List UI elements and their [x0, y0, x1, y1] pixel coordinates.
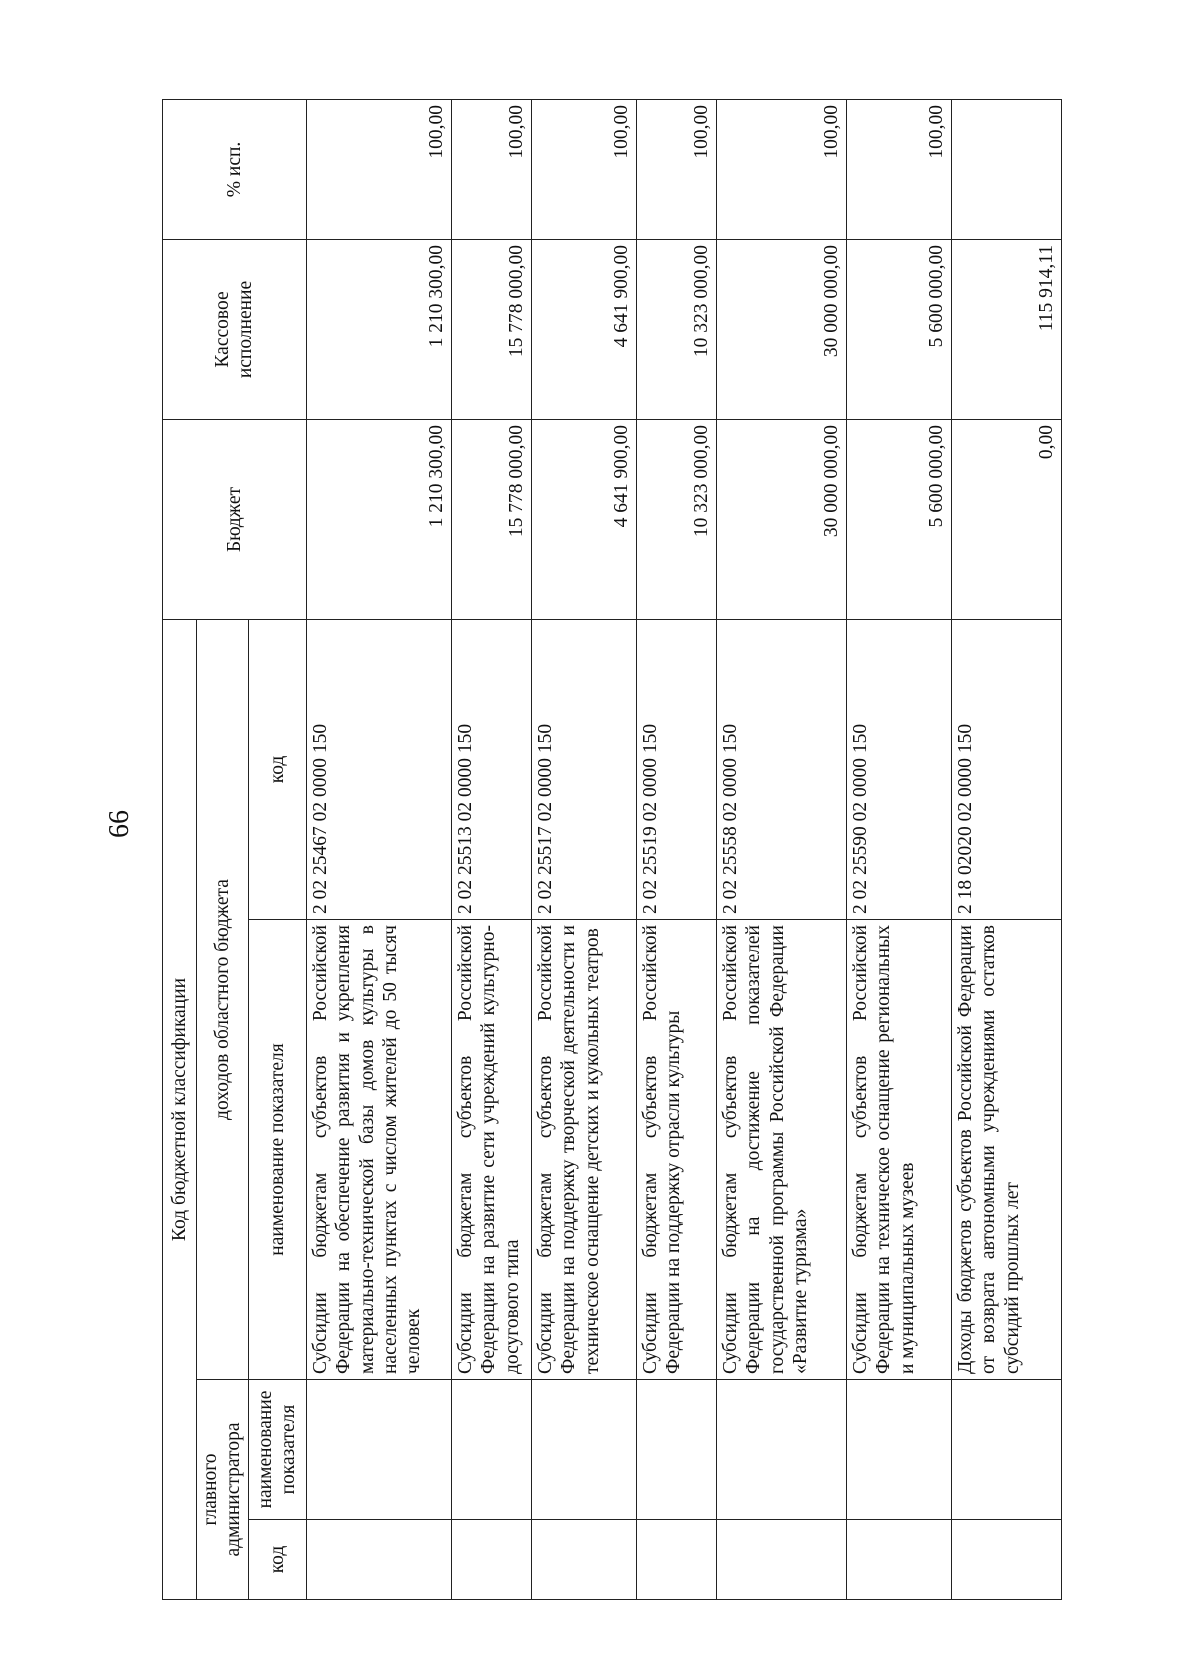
income-code-cell: 2 02 25558 02 0000 150: [716, 619, 846, 919]
budget-cell: 5 600 000,00: [846, 419, 951, 619]
income-code-cell: 2 18 02020 02 0000 150: [951, 619, 1061, 919]
budget-table: [162, 99, 1062, 1600]
admin-name-cell: [451, 1380, 531, 1520]
income-code-cell: 2 02 25590 02 0000 150: [846, 619, 951, 919]
cash-cell: 10 323 000,00: [636, 239, 716, 419]
table-row: [306, 99, 451, 1599]
table-row: [846, 99, 951, 1599]
table-row: [951, 99, 1061, 1599]
income-code-cell: 2 02 25513 02 0000 150: [451, 619, 531, 919]
budget-cell: 15 778 000,00: [451, 419, 531, 619]
table-row: [451, 99, 531, 1599]
budget-cell: 1 210 300,00: [306, 419, 451, 619]
admin-name-cell: [846, 1380, 951, 1520]
table-row: [531, 99, 636, 1599]
admin-code-cell: [451, 1520, 531, 1600]
admin-code-cell: [846, 1520, 951, 1600]
indicator-name-cell: Субсидии бюджетам субъектов Российской Федерации на обеспечение развития и укрепления материально-технической базы домов культуры в населенных пунктах с числом жителей до 50 тысяч человек: [306, 920, 451, 1380]
income-code-cell: 2 02 25517 02 0000 150: [531, 619, 636, 919]
header-cash-execution: Кассовое исполнение: [163, 239, 307, 419]
header-main-admin: главного администратора: [197, 1380, 249, 1600]
indicator-name-cell: Субсидии бюджетам субъектов Российской Федерации на поддержку отрасли культуры: [636, 920, 716, 1380]
header-admin-indicator-name: наименование показателя: [248, 1380, 306, 1520]
admin-name-cell: [531, 1380, 636, 1520]
admin-code-cell: [636, 1520, 716, 1600]
cash-cell: 1 210 300,00: [306, 239, 451, 419]
admin-name-cell: [951, 1380, 1061, 1520]
header-income-code: код: [248, 619, 306, 919]
admin-name-cell: [716, 1380, 846, 1520]
percent-cell: 100,00: [636, 99, 716, 239]
cash-cell: 15 778 000,00: [451, 239, 531, 419]
header-regional-income: доходов областного бюджета: [197, 619, 249, 1379]
table-row: [716, 99, 846, 1599]
percent-cell: 100,00: [846, 99, 951, 239]
document-table-container: [162, 100, 1058, 1600]
cash-cell: 4 641 900,00: [531, 239, 636, 419]
percent-cell: [951, 99, 1061, 239]
header-classification: Код бюджетной классификации: [163, 619, 197, 1599]
percent-cell: 100,00: [451, 99, 531, 239]
table-row: [636, 99, 716, 1599]
header-budget: Бюджет: [163, 419, 307, 619]
page-number: 66: [104, 810, 135, 838]
indicator-name-cell: Субсидии бюджетам субъектов Российской Федерации на достижение показателей государственной программы Российской Федерации «Развитие туризма»: [716, 920, 846, 1380]
admin-code-cell: [951, 1520, 1061, 1600]
header-income-indicator-name: наименование показателя: [248, 920, 306, 1380]
income-code-cell: 2 02 25519 02 0000 150: [636, 619, 716, 919]
budget-cell: 4 641 900,00: [531, 419, 636, 619]
cash-cell: 30 000 000,00: [716, 239, 846, 419]
budget-cell: 30 000 000,00: [716, 419, 846, 619]
admin-code-cell: [531, 1520, 636, 1600]
cash-cell: 115 914,11: [951, 239, 1061, 419]
indicator-name-cell: Субсидии бюджетам субъектов Российской Федерации на развитие сети учреждений культурно-досугового типа: [451, 920, 531, 1380]
header-percent: % исп.: [163, 99, 307, 239]
indicator-name-cell: Доходы бюджетов субъектов Российской Федерации от возврата автономными учреждениями остатков субсидий прошлых лет: [951, 920, 1061, 1380]
indicator-name-cell: Субсидии бюджетам субъектов Российской Федерации на поддержку творческой деятельности и техническое оснащение детских и кукольных театров: [531, 920, 636, 1380]
budget-cell: 10 323 000,00: [636, 419, 716, 619]
header-admin-code: код: [248, 1520, 306, 1600]
budget-cell: 0,00: [951, 419, 1061, 619]
income-code-cell: 2 02 25467 02 0000 150: [306, 619, 451, 919]
admin-code-cell: [716, 1520, 846, 1600]
admin-code-cell: [306, 1520, 451, 1600]
percent-cell: 100,00: [531, 99, 636, 239]
admin-name-cell: [636, 1380, 716, 1520]
indicator-name-cell: Субсидии бюджетам субъектов Российской Федерации на техническое оснащение региональных и муниципальных музеев: [846, 920, 951, 1380]
admin-name-cell: [306, 1380, 451, 1520]
cash-cell: 5 600 000,00: [846, 239, 951, 419]
percent-cell: 100,00: [306, 99, 451, 239]
percent-cell: 100,00: [716, 99, 846, 239]
